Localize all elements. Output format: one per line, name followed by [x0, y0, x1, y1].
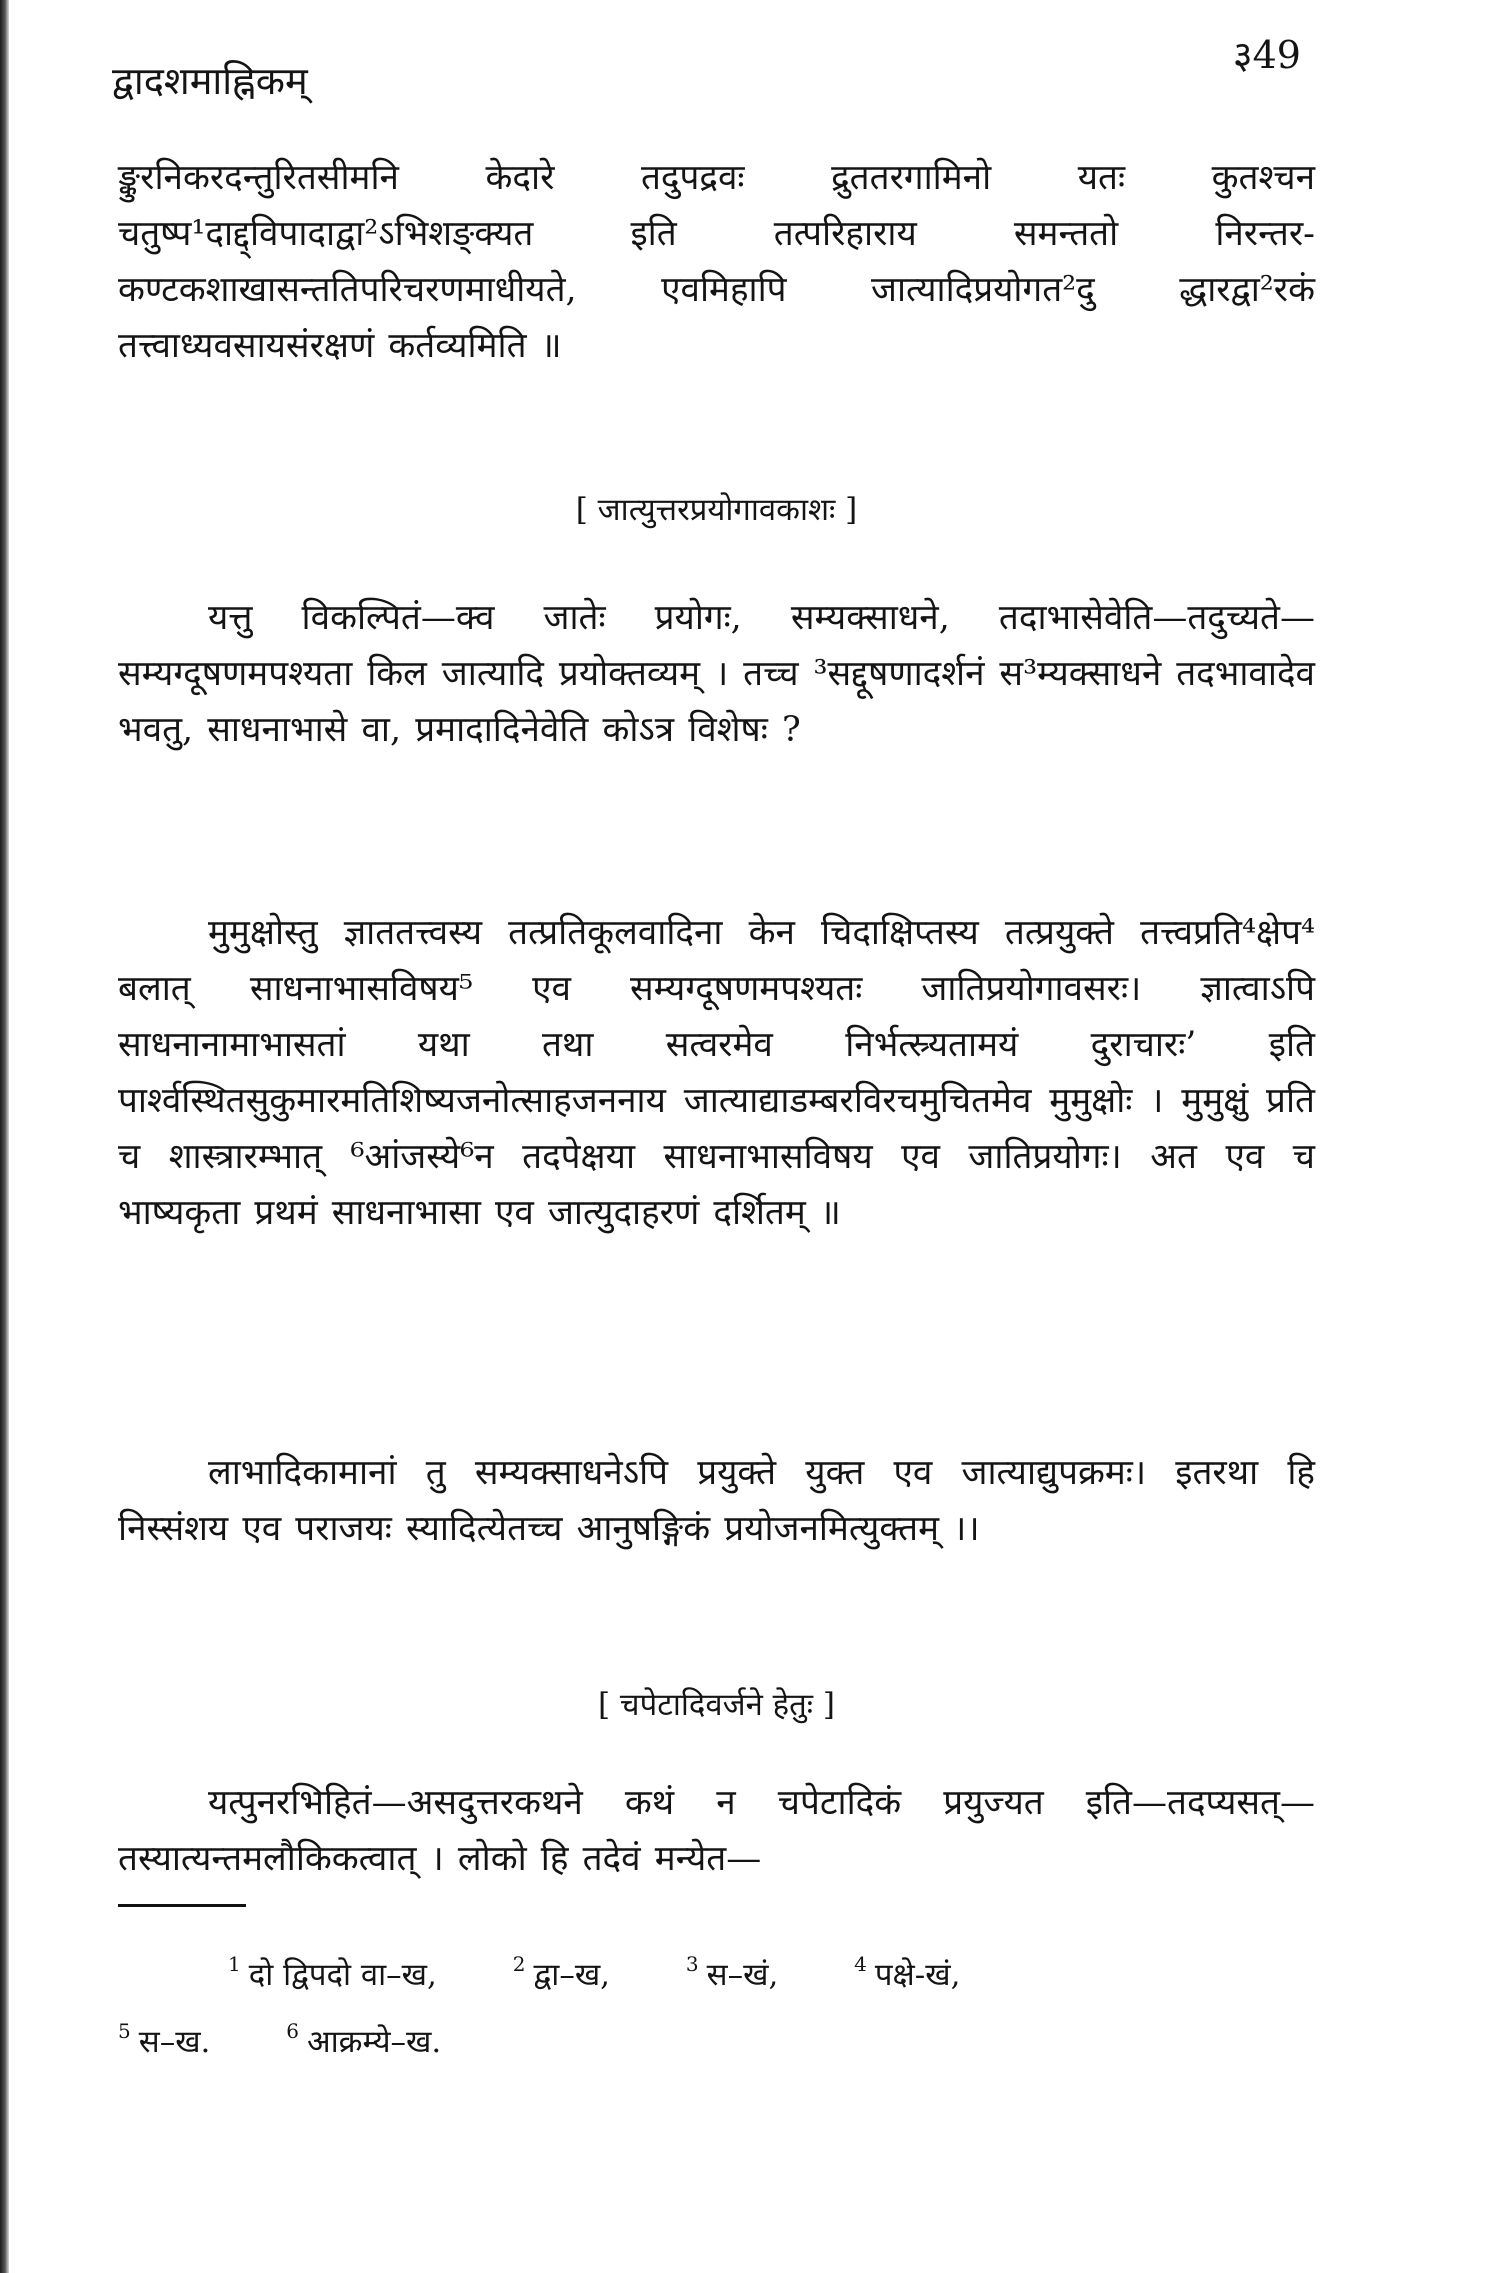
footnote: [286, 2003, 441, 2070]
paragraph-4: लाभादिकामानां तु सम्यक्साधनेऽपि प्रयुक्ते युक्त एव जात्याद्युपक्रमः। इतरथा हि निस्संशय एव पराजयः स्यादित्येतच्च आनुषङ्गिकं प्रयोजनमित्युक्तम् ।।: [118, 1453, 1315, 1549]
paragraph-1: ङ्कुरनिकरदन्तुरितसीमनि केदारे तदुपद्रवः द्रुततरगामिनो यतः कुतश्चन चतुष्प¹दाद्द्विपादाद्वा²ऽभिशङ्क्यत इति तत्परिहाराय समन्ततो निरन्तर-कण्टकशाखासन्ततिपरिचरणमाधीयते, एवमिहापि जात्यादिप्रयोगत²दु द्धारद्वा²रकं तत्त्वाध्यवसायसंरक्षणं कर्तव्यमिति ॥: [118, 158, 1315, 366]
footnote-text: दो द्विपदो वा–ख,: [248, 1957, 437, 1993]
footnote: [686, 1936, 778, 2003]
footnote: [854, 1936, 960, 2003]
footnote-number: 2: [512, 1952, 526, 1976]
paragraph-5: यत्पुनरभिहितं—असदुत्तरकथने कथं न चपेटादिकं प्रयुज्यत इति—तदप्यसत्—तस्यात्यन्तमलौकिकत्वात् । लोको हि तदेवं मन्येत—: [118, 1783, 1315, 1879]
footnote-line: [118, 2003, 1315, 2070]
footnote-line: [118, 1936, 1315, 2003]
page-number: ३49: [1232, 33, 1301, 77]
footnote-text: द्वा–ख,: [533, 1957, 611, 1993]
footnote: [228, 1936, 437, 2003]
footnote-number: 6: [286, 2019, 299, 2043]
section-heading-1: [ जात्युत्तरप्रयोगावकाशः ]: [575, 492, 858, 528]
footnote-number: 4: [854, 1952, 867, 1976]
footnote: [118, 2003, 210, 2070]
footnote-text: पक्षे-खं,: [874, 1957, 961, 1993]
footnote-number: 3: [685, 1952, 699, 1976]
footnote: [513, 1936, 610, 2003]
footnote-number: 1: [228, 1952, 241, 1976]
paragraph-2: यत्तु विकल्पितं—क्व जातेः प्रयोगः, सम्यक्साधने, तदाभासेवेति—तदुच्यते—सम्यग्दूषणमपश्यता किल जात्यादि प्रयोक्तव्यम् । तच्च ³सद्दूषणादर्शनं स³म्यक्साधने तदभावादेव भवतु, साधनाभासे वा, प्रमादादिनेवेति कोऽत्र विशेषः ?: [118, 598, 1315, 750]
footnote-text: स–खं,: [706, 1957, 779, 1993]
footnote-number: 5: [118, 2019, 131, 2043]
footnote-text: आक्रम्ये–ख.: [307, 2024, 442, 2060]
footnote-rule: [118, 1904, 246, 1907]
footnote-text: स–ख.: [138, 2024, 211, 2060]
section-heading-2: [ चपेटादिवर्जने हेतुः ]: [597, 1687, 836, 1723]
paragraph-3: मुमुक्षोस्तु ज्ञाततत्त्वस्य तत्प्रतिकूलवादिना केन चिदाक्षिप्तस्य तत्प्रयुक्ते तत्त्वप्रति⁴क्षेप⁴ बलात् साधनाभासविषय⁵ एव सम्यग्दूषणमपश्यतः जातिप्रयोगावसरः। ज्ञात्वाऽपि साधनानामाभासतां यथा तथा सत्वरमेव निर्भत्स्र्यतामयं दुराचारः’ इति पार्श्वस्थितसुकुमारमतिशिष्यजनोत्साहजननाय जात्याद्याडम्बरविरचमुचितमेव मुमुक्षोः । मुमुक्षुं प्रति च शास्त्रारम्भात् ⁶आंजस्ये⁶न तदपेक्षया साधनाभासविषय एव जातिप्रयोगः। अत एव च भाष्यकृता प्रथमं साधनाभासा एव जात्युदाहरणं दर्शितम् ॥: [118, 913, 1315, 1233]
footnotes: [118, 1936, 1315, 2070]
running-head: द्वादशमाह्निकम्: [112, 59, 308, 103]
